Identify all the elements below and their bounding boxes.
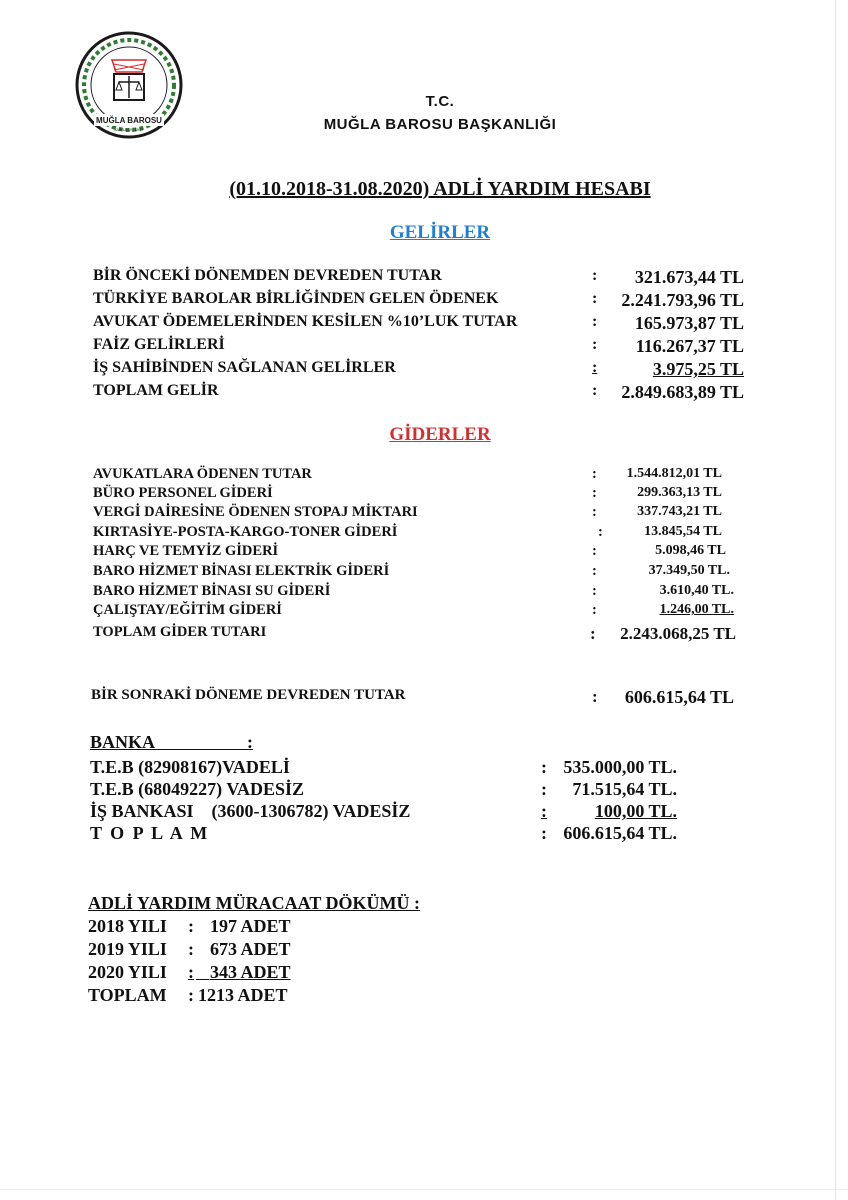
gider-row: BARO HİZMET BİNASI SU GİDERİ : 3.610,40 TL. [93, 583, 734, 599]
gider-row: BARO HİZMET BİNASI ELEKTRİK GİDERİ : 37.349,50 TL. [93, 563, 730, 579]
gelir-row: AVUKAT ÖDEMELERİNDEN KESİLEN %10’LUK TUTAR : 165.973,87 TL [93, 313, 744, 333]
scan-edge-bottom [0, 1189, 848, 1190]
banka-row: İŞ BANKASI (3600-1306782) VADESİZ : 100,00 TL. [90, 801, 677, 821]
basvuru-total-row: TOPLAM : 1213 ADET [88, 985, 288, 1005]
basvuru-row: 2020 YILI : 343 ADET [88, 962, 291, 982]
org-line-tc: T.C. [425, 93, 455, 110]
basvuru-heading: ADLİ YARDIM MÜRACAAT DÖKÜMÜ : [88, 893, 420, 913]
gider-row: BÜRO PERSONEL GİDERİ : 299.363,13 TL [93, 485, 722, 501]
org-line-name: MUĞLA BAROSU BAŞKANLIĞI [323, 116, 557, 133]
gider-row: VERGİ DAİRESİNE ÖDENEN STOPAJ MİKTARI : 337.743,21 TL [93, 504, 722, 520]
gelir-row: TÜRKİYE BAROLAR BİRLİĞİNDEN GELEN ÖDENEK : 2.241.793,96 TL [93, 290, 744, 310]
basvuru-row: 2018 YILI : 197 ADET [88, 916, 291, 936]
gelirler-heading: GELİRLER [389, 222, 491, 243]
devreden-row: BİR SONRAKİ DÖNEME DEVREDEN TUTAR : 606.615,64 TL [91, 687, 734, 707]
banka-total-row: T O P L A M : 606.615,64 TL. [90, 823, 677, 843]
gider-row: ÇALIŞTAY/EĞİTİM GİDERİ : 1.246,00 TL. [93, 602, 734, 618]
gelir-row: FAİZ GELİRLERİ : 116.267,37 TL [93, 336, 744, 356]
banka-row: T.E.B (68049227) VADESİZ : 71.515,64 TL. [90, 779, 677, 799]
svg-text:MUĞLA BAROSU: MUĞLA BAROSU [96, 116, 162, 125]
gider-row: KIRTASİYE-POSTA-KARGO-TONER GİDERİ : 13.845,54 TL [93, 524, 722, 540]
gider-row: HARÇ VE TEMYİZ GİDERİ : 5.098,46 TL [93, 543, 726, 559]
giderler-heading: GİDERLER [389, 424, 491, 445]
document-title: (01.10.2018-31.08.2020) ADLİ YARDIM HESABI [229, 178, 651, 200]
gelir-row: BİR ÖNCEKİ DÖNEMDEN DEVREDEN TUTAR : 321.673,44 TL [93, 267, 744, 287]
svg-text:KURULUŞ 1937: KURULUŞ 1937 [114, 127, 144, 132]
gider-total-row: TOPLAM GİDER TUTARI : 2.243.068,25 TL [93, 624, 736, 643]
gelir-total-row: TOPLAM GELİR : 2.849.683,89 TL [93, 382, 744, 402]
muğla-barosu-logo-icon [74, 30, 184, 140]
banka-row: T.E.B (82908167)VADELİ : 535.000,00 TL. [90, 757, 677, 777]
gider-row: AVUKATLARA ÖDENEN TUTAR : 1.544.812,01 TL [93, 466, 722, 482]
gelir-row: İŞ SAHİBİNDEN SAĞLANAN GELİRLER : 3.975,25 TL [93, 359, 744, 379]
banka-heading: BANKA : [90, 732, 253, 752]
basvuru-row: 2019 YILI : 673 ADET [88, 939, 291, 959]
